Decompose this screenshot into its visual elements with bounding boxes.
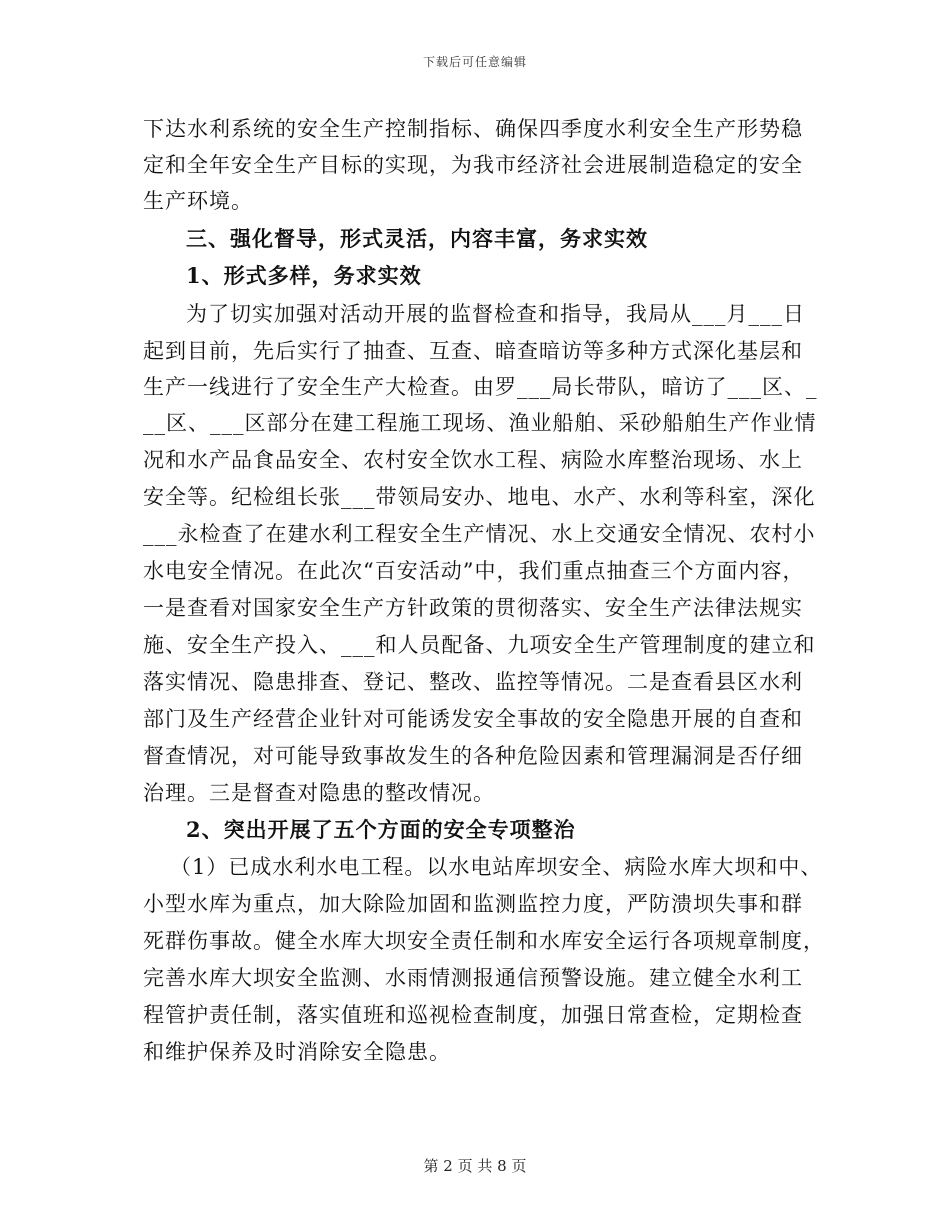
section-heading: 三、强化督导，形式灵活，内容丰富，务求实效 [186,226,648,251]
body-line: 生产一线进行了安全生产大检查。由罗___局长带队，暗访了___区、_ [143,375,818,399]
body-line: 为了切实加强对活动开展的监督检查和指导，我局从___月___日 [186,302,805,326]
subsection-heading: 1、形式多样，务求实效 [186,263,422,288]
body-line: （1）已成水利水电工程。以水电站库坝安全、病险水库大坝和中、 [170,855,823,879]
body-line: 督查情况，对可能导致事故发生的各种危险因素和管理漏洞是否仔细 [143,744,803,768]
body-line: 程管护责任制，落实值班和巡视检查制度，加强日常查检，定期检查 [143,1003,803,1027]
body-line: 和维护保养及时消除安全隐患。 [143,1040,451,1064]
body-line: 完善水库大坝安全监测、水雨情测报通信预警设施。建立健全水利工 [143,966,803,990]
body-line: 死群伤事故。健全水库大坝安全责任制和水库安全运行各项规章制度， [143,929,825,953]
body-line: 生产环境。 [143,189,253,213]
page-header: 下载后可任意编辑 [422,55,527,69]
body-line: 起到目前，先后实行了抽查、互查、暗查暗访等多种方式深化基层和 [143,339,803,363]
body-line: 定和全年安全生产目标的实现，为我市经济社会进展制造稳定的安全 [143,153,803,177]
body-line: 落实情况、隐患排查、登记、整改、监控等情况。二是查看县区水利 [143,670,803,694]
body-line: 部门及生产经营企业针对可能诱发安全事故的安全隐患开展的自查和 [143,707,803,731]
body-line: 安全等。纪检组长张___带领局安办、地电、水产、水利等科室，深化 [143,485,816,509]
body-line: 况和水产品食品安全、农村安全饮水工程、病险水库整治现场、水上 [143,448,803,472]
body-line: 施、安全生产投入、___和人员配备、九项安全生产管理制度的建立和 [143,633,816,657]
body-line: 小型水库为重点，加大除险加固和监测监控力度，严防溃坝失事和群 [143,892,803,916]
page-footer: 第 2 页 共 8 页 [423,1157,527,1175]
body-line: 一是查看对国家安全生产方针政策的贯彻落实、安全生产法律法规实 [143,596,803,620]
body-line: 下达水利系统的安全生产控制指标、确保四季度水利安全生产形势稳 [143,117,803,141]
subsection-heading: 2、突出开展了五个方面的安全专项整治 [186,817,576,842]
body-line: 治理。三是督查对隐患的整改情况。 [143,781,495,805]
body-line: ___永检查了在建水利工程安全生产情况、水上交通安全情况、农村小 [143,522,816,546]
body-line: __区、___区部分在建工程施工现场、渔业船舶、采砂船舶生产作业情 [143,411,817,435]
body-line: 水电安全情况。在此次“百安活动”中，我们重点抽查三个方面内容， [143,559,805,583]
